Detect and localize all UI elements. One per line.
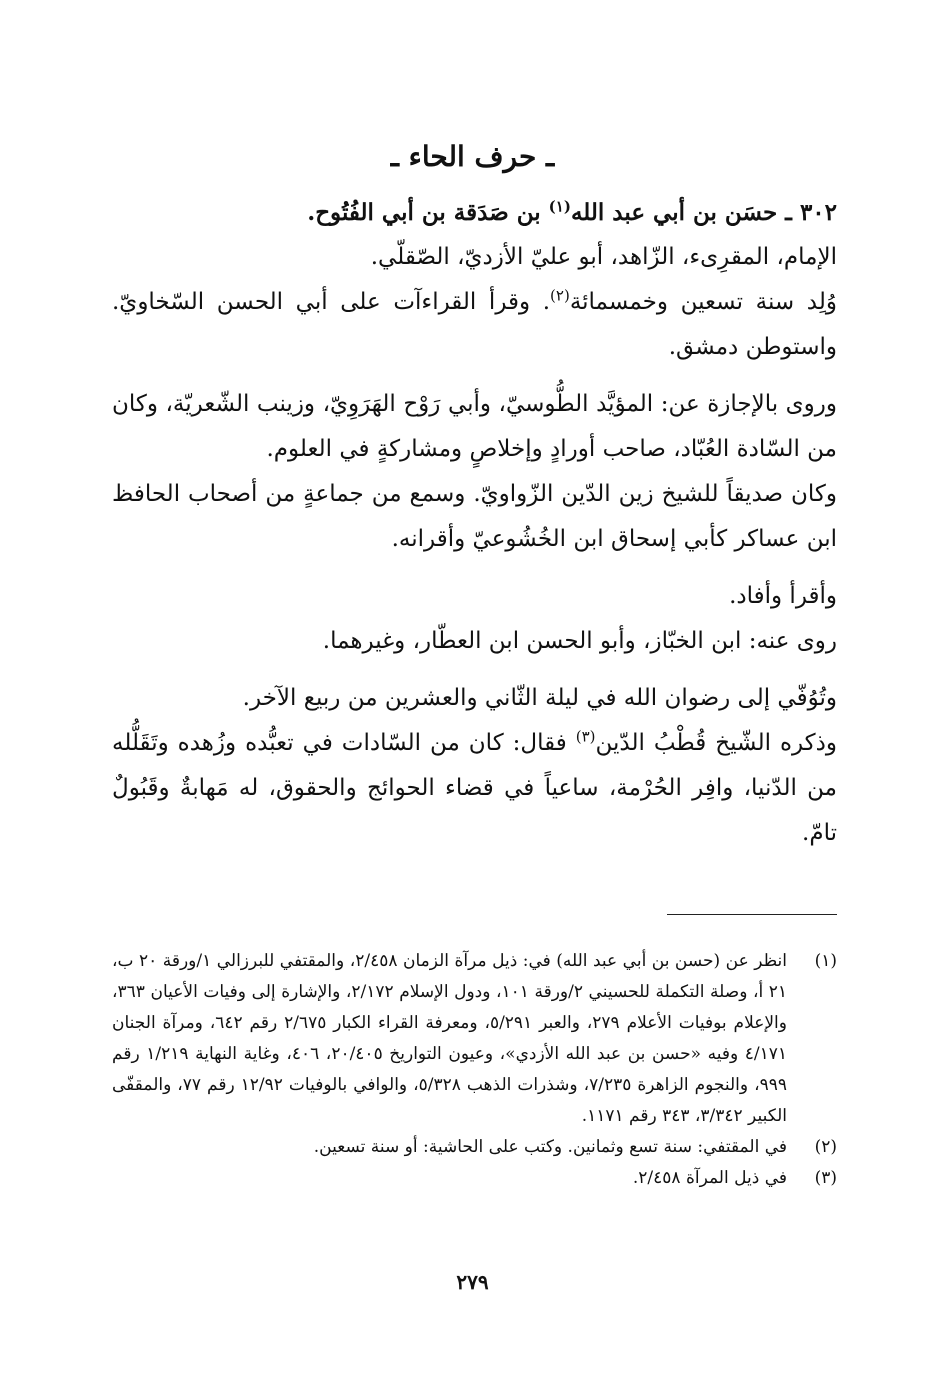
praise-text-continued: فقال: كان من السّادات في تعبُّده وزُهده وتَقَلُّله من الدّنيا، وافِر الحُرْمة، ساعياً في قضاء الحوائج والحقوق، له مَهابةٌ وقَبُولٌ تامّ. xyxy=(112,730,837,846)
entry-heading-lineage: بن صَدَقة بن أبي الفُتُوح. xyxy=(307,199,549,226)
narrators-paragraph: روى عنه: ابن الخبّاز، وأبو الحسن ابن العطّار، وغيرهما. xyxy=(322,628,837,654)
footnote-text: في ذيل المرآة ٢/٤٥٨. xyxy=(632,1168,787,1188)
entry-heading-name: ٣٠٢ ـ حسَن بن أبي عبد الله xyxy=(570,199,837,226)
footnote-number: (٢) xyxy=(814,1137,837,1157)
footnote-text: في المقتفي: سنة تسع وثمانين. وكتب على الحاشية: أو سنة تسعين. xyxy=(313,1137,787,1157)
paragraph-gap xyxy=(112,370,837,382)
footnote-marker-1: (١) xyxy=(548,197,571,216)
footnote-item xyxy=(112,1163,837,1194)
footnote-number: (١) xyxy=(814,951,837,971)
death-paragraph: وتُوُفّي إلى رضوان الله في ليلة الثّاني والعشرين من ربيع الآخر. xyxy=(242,685,837,711)
footnotes xyxy=(112,946,837,1194)
entry-heading xyxy=(112,190,837,235)
companion-paragraph: وكان صديقاً للشيخ زين الدّين الزّواويّ. وسمع من جماعةٍ من أصحاب الحافظ ابن عساكر كأبي إسحاق ابن الخُشُوعيّ وأقرانه. xyxy=(112,481,837,552)
ijaza-paragraph: وروى بالإجازة عن: المؤيَّد الطُّوسيّ، وأبي رَوْح الهَرَوِيّ، وزينب الشّعريّة، وكان من السّادة العُبّاد، صاحب أورادٍ وإخلاصٍ ومشاركةٍ في العلوم. xyxy=(112,391,837,462)
footnote-text: انظر عن (حسن بن أبي عبد الله) في: ذيل مرآة الزمان ٢/٤٥٨، والمقتفي للبرزالي ١/ورقة ٢٠ ب، ٢١ أ، وصلة التكملة للحسيني ٢/ورقة ١٠١، ودول الإسلام ٢/١٧٢، والإشارة إلى وفيات الأعيان ٣٦٣، والإعلام بوفيات الأعلام ٢٧٩، والعبر ٥/٢٩١، ومعرفة القراء الكبار ٢/٦٧٥ رقم ٦٤٢، ومرآة الجنان ٤/١٧١ وفيه «حسن بن عبد الله الأزدي»، وعيون التواريخ ٢٠/٤٠٥، ٤٠٦، وغاية النهاية ١/٢١٩ رقم ٩٩٩، والنجوم الزاهرة ٧/٢٣٥، وشذرات الذهب ٥/٣٢٨، والوافي بالوفيات ١٢/٩٢ رقم ٧٧، والمقفّى الكبير ٣/٣٤٢، ٣٤٣ رقم ١١٧١. xyxy=(112,951,788,1126)
footnote-item xyxy=(112,1132,837,1163)
entry-titles-line: الإمام، المقرِىء، الزّاهد، أبو عليّ الأزديّ، الصّقلّي. xyxy=(370,244,837,270)
paragraph-gap xyxy=(112,562,837,574)
section-header: ـ حرف الحاء ـ xyxy=(390,140,555,173)
birth-text-continued: . وقرأ القراءآت على أبي الحسن السّخاويّ. واستوطن دمشق. xyxy=(112,289,837,360)
page-number: ٢٧٩ xyxy=(456,1270,489,1294)
footnote-separator xyxy=(667,914,837,915)
paragraph-gap xyxy=(112,664,837,676)
praise-text: وذكره الشّيخ قُطْبُ الدّين xyxy=(595,730,837,756)
birth-text: وُلِد سنة تسعين وخمسمائة xyxy=(569,289,837,315)
biography-entry xyxy=(112,190,837,856)
footnote-marker-2: (٢) xyxy=(550,286,570,305)
footnote-item xyxy=(112,946,837,1132)
taught-paragraph: وأقرأ وأفاد. xyxy=(729,583,837,609)
praise-paragraph xyxy=(112,721,837,856)
birth-paragraph xyxy=(112,280,837,370)
footnote-number: (٣) xyxy=(814,1168,837,1188)
footnote-marker-3: (٣) xyxy=(575,727,596,746)
